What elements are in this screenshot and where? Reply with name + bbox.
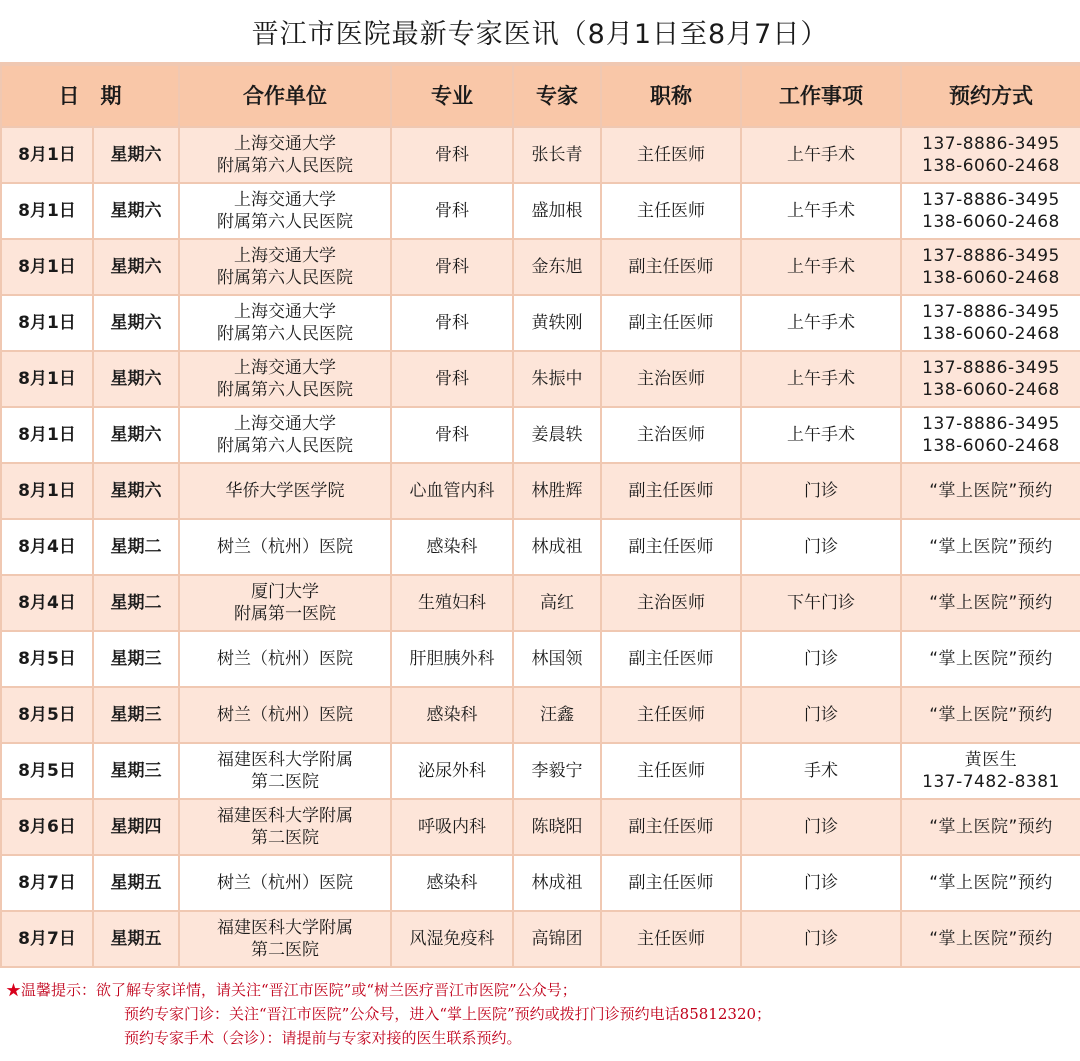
unit-line: 附属第六人民医院 <box>217 156 353 176</box>
unit-line: 上海交通大学 <box>234 302 336 322</box>
contact-line: “掌上医院”预约 <box>929 929 1053 949</box>
weekday-text: 星期六 <box>110 369 162 389</box>
rank-cell: 主治医师 <box>601 575 741 631</box>
contact-cell <box>901 463 1080 519</box>
expert-cell: 林国领 <box>513 631 601 687</box>
contact-line: “掌上医院”预约 <box>929 593 1053 613</box>
contact-cell <box>901 351 1080 407</box>
dept-cell: 感染科 <box>391 519 513 575</box>
task-cell: 上午手术 <box>741 295 901 351</box>
unit-line: 华侨大学医学院 <box>225 481 345 501</box>
unit-line: 树兰（杭州）医院 <box>217 537 353 557</box>
table-row <box>1 351 1080 407</box>
date-cell <box>1 351 179 407</box>
unit-line: 福建医科大学附属 <box>217 806 353 826</box>
task-cell: 门诊 <box>741 519 901 575</box>
expert-cell: 盛加根 <box>513 183 601 239</box>
contact-line: “掌上医院”预约 <box>929 481 1053 501</box>
unit-line: 附属第六人民医院 <box>217 436 353 456</box>
task-cell: 门诊 <box>741 799 901 855</box>
task-cell: 手术 <box>741 743 901 799</box>
weekday-text: 星期六 <box>110 145 162 165</box>
expert-cell: 黄轶刚 <box>513 295 601 351</box>
unit-line: 附属第六人民医院 <box>217 380 353 400</box>
expert-cell: 高锦团 <box>513 911 601 967</box>
contact-line: 138-6060-2468 <box>922 212 1060 232</box>
table-row <box>1 575 1080 631</box>
contact-cell <box>901 911 1080 967</box>
weekday-text: 星期五 <box>110 929 162 949</box>
contact-cell <box>901 575 1080 631</box>
date-cell <box>1 911 179 967</box>
contact-line: 138-6060-2468 <box>922 436 1060 456</box>
dept-cell: 骨科 <box>391 239 513 295</box>
dept-cell: 泌尿外科 <box>391 743 513 799</box>
date-text: 8月5日 <box>2 632 94 686</box>
reminder-notes <box>0 970 1080 1061</box>
dept-cell: 骨科 <box>391 351 513 407</box>
date-text: 8月5日 <box>2 744 94 798</box>
date-text: 8月1日 <box>2 184 94 238</box>
rank-cell: 副主任医师 <box>601 239 741 295</box>
contact-line: 黄医生 <box>964 750 1018 770</box>
unit-line: 福建医科大学附属 <box>217 918 353 938</box>
unit-line: 树兰（杭州）医院 <box>217 873 353 893</box>
date-cell <box>1 743 179 799</box>
table-row <box>1 799 1080 855</box>
expert-cell: 林胜辉 <box>513 463 601 519</box>
note-line-3: 预约专家手术（会诊）：请提前与专家对接的医生联系预约。 <box>124 1029 522 1047</box>
header-task: 工作事项 <box>741 65 901 127</box>
unit-line: 附属第一医院 <box>234 604 336 624</box>
contact-line: 138-6060-2468 <box>922 324 1060 344</box>
date-cell <box>1 127 179 183</box>
unit-cell <box>179 407 391 463</box>
date-cell <box>1 295 179 351</box>
table-row <box>1 743 1080 799</box>
unit-cell <box>179 687 391 743</box>
unit-line: 附属第六人民医院 <box>217 268 353 288</box>
expert-cell: 张长青 <box>513 127 601 183</box>
task-cell: 上午手术 <box>741 239 901 295</box>
weekday-text: 星期四 <box>110 817 162 837</box>
table-row <box>1 855 1080 911</box>
table-row <box>1 631 1080 687</box>
task-cell: 上午手术 <box>741 351 901 407</box>
dept-cell: 骨科 <box>391 407 513 463</box>
date-text: 8月7日 <box>2 856 94 910</box>
task-cell: 门诊 <box>741 687 901 743</box>
table-row <box>1 239 1080 295</box>
dept-cell: 骨科 <box>391 127 513 183</box>
unit-line: 第二医院 <box>251 828 319 848</box>
table-row <box>1 127 1080 183</box>
table-row <box>1 463 1080 519</box>
contact-cell <box>901 743 1080 799</box>
dept-cell: 骨科 <box>391 295 513 351</box>
dept-cell: 生殖妇科 <box>391 575 513 631</box>
rank-cell: 主任医师 <box>601 911 741 967</box>
contact-line: “掌上医院”预约 <box>929 873 1053 893</box>
unit-line: 上海交通大学 <box>234 414 336 434</box>
date-cell <box>1 855 179 911</box>
dept-cell: 感染科 <box>391 687 513 743</box>
contact-line: 137-8886-3495 <box>922 302 1060 322</box>
rank-cell: 副主任医师 <box>601 855 741 911</box>
table-body <box>1 127 1080 967</box>
contact-cell <box>901 687 1080 743</box>
date-cell <box>1 463 179 519</box>
table-row <box>1 687 1080 743</box>
task-cell: 门诊 <box>741 463 901 519</box>
unit-cell <box>179 631 391 687</box>
unit-line: 上海交通大学 <box>234 190 336 210</box>
date-cell <box>1 519 179 575</box>
unit-cell <box>179 295 391 351</box>
header-dept: 专业 <box>391 65 513 127</box>
contact-cell <box>901 295 1080 351</box>
note-line-2: 预约专家门诊：关注“晋江市医院”公众号，进入“掌上医院”预约或拨打门诊预约电话85812320； <box>124 1005 772 1023</box>
contact-cell <box>901 127 1080 183</box>
unit-line: 厦门大学 <box>251 582 319 602</box>
contact-line: 137-8886-3495 <box>922 190 1060 210</box>
rank-cell: 主任医师 <box>601 687 741 743</box>
note-line-1 <box>6 978 1080 1002</box>
weekday-text: 星期三 <box>110 761 162 781</box>
date-text: 8月1日 <box>2 128 94 182</box>
unit-line: 上海交通大学 <box>234 134 336 154</box>
date-cell <box>1 407 179 463</box>
date-text: 8月4日 <box>2 576 94 630</box>
table-row <box>1 519 1080 575</box>
task-cell: 上午手术 <box>741 407 901 463</box>
rank-cell: 副主任医师 <box>601 295 741 351</box>
task-cell: 上午手术 <box>741 127 901 183</box>
contact-cell <box>901 631 1080 687</box>
contact-cell <box>901 407 1080 463</box>
contact-line: “掌上医院”预约 <box>929 537 1053 557</box>
weekday-text: 星期二 <box>110 593 162 613</box>
rank-cell: 主任医师 <box>601 183 741 239</box>
contact-cell <box>901 519 1080 575</box>
unit-cell <box>179 127 391 183</box>
unit-cell <box>179 911 391 967</box>
unit-cell <box>179 855 391 911</box>
date-text: 8月6日 <box>2 800 94 854</box>
unit-cell <box>179 463 391 519</box>
header-contact: 预约方式 <box>901 65 1080 127</box>
rank-cell: 主治医师 <box>601 351 741 407</box>
contact-line: 137-7482-8381 <box>922 772 1060 792</box>
contact-cell <box>901 183 1080 239</box>
unit-line: 树兰（杭州）医院 <box>217 705 353 725</box>
rank-cell: 副主任医师 <box>601 799 741 855</box>
contact-line: 137-8886-3495 <box>922 134 1060 154</box>
task-cell: 门诊 <box>741 911 901 967</box>
rank-cell: 副主任医师 <box>601 463 741 519</box>
rank-cell: 副主任医师 <box>601 631 741 687</box>
contact-line: 137-8886-3495 <box>922 246 1060 266</box>
date-text: 8月1日 <box>2 296 94 350</box>
expert-cell: 高红 <box>513 575 601 631</box>
weekday-text: 星期六 <box>110 313 162 333</box>
header-date: 日 期 <box>1 65 179 127</box>
unit-line: 上海交通大学 <box>234 358 336 378</box>
dept-cell: 风湿免疫科 <box>391 911 513 967</box>
rank-cell: 主治医师 <box>601 407 741 463</box>
date-cell <box>1 799 179 855</box>
contact-line: 137-8886-3495 <box>922 414 1060 434</box>
contact-cell <box>901 799 1080 855</box>
expert-cell: 林成祖 <box>513 855 601 911</box>
star-icon: ★ <box>6 981 22 999</box>
expert-cell: 陈晓阳 <box>513 799 601 855</box>
contact-line: 138-6060-2468 <box>922 156 1060 176</box>
expert-cell: 金东旭 <box>513 239 601 295</box>
task-cell: 下午门诊 <box>741 575 901 631</box>
unit-cell <box>179 351 391 407</box>
header-unit: 合作单位 <box>179 65 391 127</box>
dept-cell: 呼吸内科 <box>391 799 513 855</box>
date-cell <box>1 687 179 743</box>
weekday-text: 星期三 <box>110 705 162 725</box>
unit-line: 福建医科大学附属 <box>217 750 353 770</box>
header-expert: 专家 <box>513 65 601 127</box>
weekday-text: 星期五 <box>110 873 162 893</box>
contact-line: “掌上医院”预约 <box>929 649 1053 669</box>
table-row <box>1 183 1080 239</box>
unit-cell <box>179 519 391 575</box>
contact-cell <box>901 239 1080 295</box>
unit-cell <box>179 743 391 799</box>
date-cell <box>1 575 179 631</box>
expert-cell: 李毅宁 <box>513 743 601 799</box>
task-cell: 门诊 <box>741 631 901 687</box>
date-text: 8月1日 <box>2 464 94 518</box>
unit-line: 第二医院 <box>251 772 319 792</box>
weekday-text: 星期六 <box>110 425 162 445</box>
header-rank: 职称 <box>601 65 741 127</box>
date-text: 8月1日 <box>2 408 94 462</box>
unit-line: 上海交通大学 <box>234 246 336 266</box>
date-cell <box>1 239 179 295</box>
contact-line: “掌上医院”预约 <box>929 817 1053 837</box>
expert-cell: 朱振中 <box>513 351 601 407</box>
date-text: 8月1日 <box>2 240 94 294</box>
table-row <box>1 295 1080 351</box>
date-text: 8月4日 <box>2 520 94 574</box>
task-cell: 门诊 <box>741 855 901 911</box>
expert-cell: 林成祖 <box>513 519 601 575</box>
note-text-1: 温馨提示：欲了解专家详情，请关注“晋江市医院”或“树兰医疗晋江市医院”公众号； <box>21 981 577 999</box>
unit-cell <box>179 799 391 855</box>
dept-cell: 心血管内科 <box>391 463 513 519</box>
unit-line: 树兰（杭州）医院 <box>217 649 353 669</box>
weekday-text: 星期三 <box>110 649 162 669</box>
date-text: 8月5日 <box>2 688 94 742</box>
contact-line: 138-6060-2468 <box>922 268 1060 288</box>
weekday-text: 星期六 <box>110 257 162 277</box>
contact-cell <box>901 855 1080 911</box>
unit-line: 第二医院 <box>251 940 319 960</box>
page-title: 晋江市医院最新专家医讯（8月1日至8月7日） <box>0 0 1080 64</box>
weekday-text: 星期六 <box>110 481 162 501</box>
rank-cell: 主任医师 <box>601 743 741 799</box>
table-row <box>1 407 1080 463</box>
expert-cell: 姜晨轶 <box>513 407 601 463</box>
date-cell <box>1 183 179 239</box>
dept-cell: 骨科 <box>391 183 513 239</box>
unit-cell <box>179 239 391 295</box>
dept-cell: 感染科 <box>391 855 513 911</box>
rank-cell: 主任医师 <box>601 127 741 183</box>
weekday-text: 星期六 <box>110 201 162 221</box>
weekday-text: 星期二 <box>110 537 162 557</box>
date-cell <box>1 631 179 687</box>
dept-cell: 肝胆胰外科 <box>391 631 513 687</box>
contact-line: 138-6060-2468 <box>922 380 1060 400</box>
unit-line: 附属第六人民医院 <box>217 212 353 232</box>
expert-schedule-table <box>0 64 1080 968</box>
unit-cell <box>179 183 391 239</box>
table-row <box>1 911 1080 967</box>
table-header-row <box>1 65 1080 127</box>
expert-cell: 汪鑫 <box>513 687 601 743</box>
date-text: 8月7日 <box>2 912 94 966</box>
unit-line: 附属第六人民医院 <box>217 324 353 344</box>
rank-cell: 副主任医师 <box>601 519 741 575</box>
unit-cell <box>179 575 391 631</box>
contact-line: 137-8886-3495 <box>922 358 1060 378</box>
contact-line: “掌上医院”预约 <box>929 705 1053 725</box>
date-text: 8月1日 <box>2 352 94 406</box>
task-cell: 上午手术 <box>741 183 901 239</box>
